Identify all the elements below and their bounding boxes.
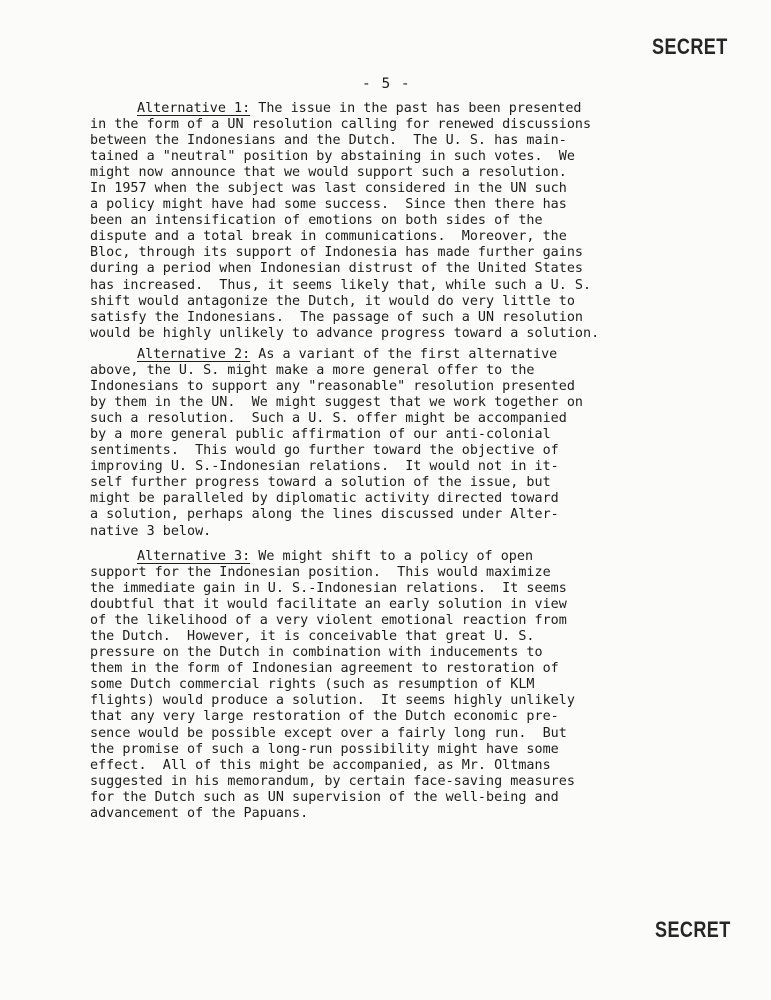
text-line: Indonesians to support any "reasonable" resolution presented bbox=[90, 379, 575, 395]
text-line: during a period when Indonesian distrust of the United States bbox=[90, 261, 583, 277]
text-line: would be highly unlikely to advance progress toward a solution. bbox=[90, 325, 600, 341]
paragraph-first-line bbox=[90, 101, 599, 117]
alternative-heading: Alternative 3: bbox=[137, 549, 251, 564]
text-line: between the Indonesians and the Dutch. The U. S. has main- bbox=[90, 133, 567, 149]
text-line: satisfy the Indonesians. The passage of such a UN resolution bbox=[90, 309, 583, 325]
text-line: the Dutch. However, it is conceivable that great U. S. bbox=[90, 629, 535, 645]
text-line: self further progress toward a solution of the issue, but bbox=[90, 475, 551, 491]
text-line: the immediate gain in U. S.-Indonesian relations. It seems bbox=[90, 581, 567, 597]
paragraph-first-line bbox=[90, 347, 583, 363]
text-line: that any very large restoration of the Dutch economic pre- bbox=[90, 709, 559, 725]
text-line: doubtful that it would facilitate an early solution in view bbox=[90, 597, 567, 613]
line-text: The issue in the past has been presented bbox=[250, 101, 582, 116]
text-line: flights) would produce a solution. It seems highly unlikely bbox=[90, 693, 575, 709]
text-line: suggested in his memorandum, by certain face-saving measures bbox=[90, 773, 575, 789]
alternative-heading: Alternative 1: bbox=[137, 101, 251, 116]
text-line: has increased. Thus, it seems likely that, while such a U. S. bbox=[90, 277, 592, 293]
text-line: of the likelihood of a very violent emotional reaction from bbox=[90, 613, 567, 629]
text-line: been an intensification of emotions on both sides of the bbox=[90, 213, 543, 229]
text-line: Bloc, through its support of Indonesia has made further gains bbox=[90, 245, 583, 261]
text-line: tained a "neutral" position by abstaining in such votes. We bbox=[90, 149, 575, 165]
secret-stamp-top: SECRET bbox=[652, 34, 728, 59]
text-line: a policy might have had some success. Since then there has bbox=[90, 197, 567, 213]
text-line: effect. All of this might be accompanied, as Mr. Oltmans bbox=[90, 757, 551, 773]
line-text: We might shift to a policy of open bbox=[250, 549, 534, 564]
text-line: by a more general public affirmation of our anti-colonial bbox=[90, 427, 551, 443]
text-line: improving U. S.-Indonesian relations. It would not in it- bbox=[90, 459, 559, 475]
text-line: such a resolution. Such a U. S. offer might be accompanied bbox=[90, 411, 567, 427]
text-line: pressure on the Dutch in combination with inducements to bbox=[90, 645, 543, 661]
line-text: As a variant of the first alternative bbox=[250, 347, 558, 362]
text-line: sentiments. This would go further toward the objective of bbox=[90, 443, 559, 459]
text-line: might be paralleled by diplomatic activity directed toward bbox=[90, 491, 559, 507]
text-line: In 1957 when the subject was last considered in the UN such bbox=[90, 181, 567, 197]
text-line: in the form of a UN resolution calling for renewed discussions bbox=[90, 117, 592, 133]
text-line: them in the form of Indonesian agreement to restoration of bbox=[90, 661, 559, 677]
text-line: a solution, perhaps along the lines discussed under Alter- bbox=[90, 507, 559, 523]
text-line: native 3 below. bbox=[90, 523, 212, 539]
text-line: the promise of such a long-run possibility might have some bbox=[90, 741, 559, 757]
paragraph-alternative-3 bbox=[90, 549, 575, 822]
text-line: by them in the UN. We might suggest that we work together on bbox=[90, 395, 583, 411]
paragraph-first-line bbox=[90, 549, 575, 565]
alternative-heading: Alternative 2: bbox=[137, 347, 251, 362]
text-line: for the Dutch such as UN supervision of the well-being and bbox=[90, 789, 559, 805]
text-line: sence would be possible except over a fairly long run. But bbox=[90, 725, 567, 741]
paragraph-alternative-2 bbox=[90, 347, 583, 540]
text-line: dispute and a total break in communications. Moreover, the bbox=[90, 229, 567, 245]
page-number: - 5 - bbox=[362, 76, 411, 92]
text-line: shift would antagonize the Dutch, it would do very little to bbox=[90, 293, 575, 309]
text-line: above, the U. S. might make a more general offer to the bbox=[90, 363, 535, 379]
paragraph-alternative-1 bbox=[90, 101, 599, 342]
text-line: advancement of the Papuans. bbox=[90, 805, 309, 821]
text-line: some Dutch commercial rights (such as resumption of KLM bbox=[90, 677, 535, 693]
text-line: support for the Indonesian position. This would maximize bbox=[90, 565, 551, 581]
text-line: might now announce that we would support such a resolution. bbox=[90, 165, 567, 181]
secret-stamp-bottom: SECRET bbox=[655, 917, 731, 942]
